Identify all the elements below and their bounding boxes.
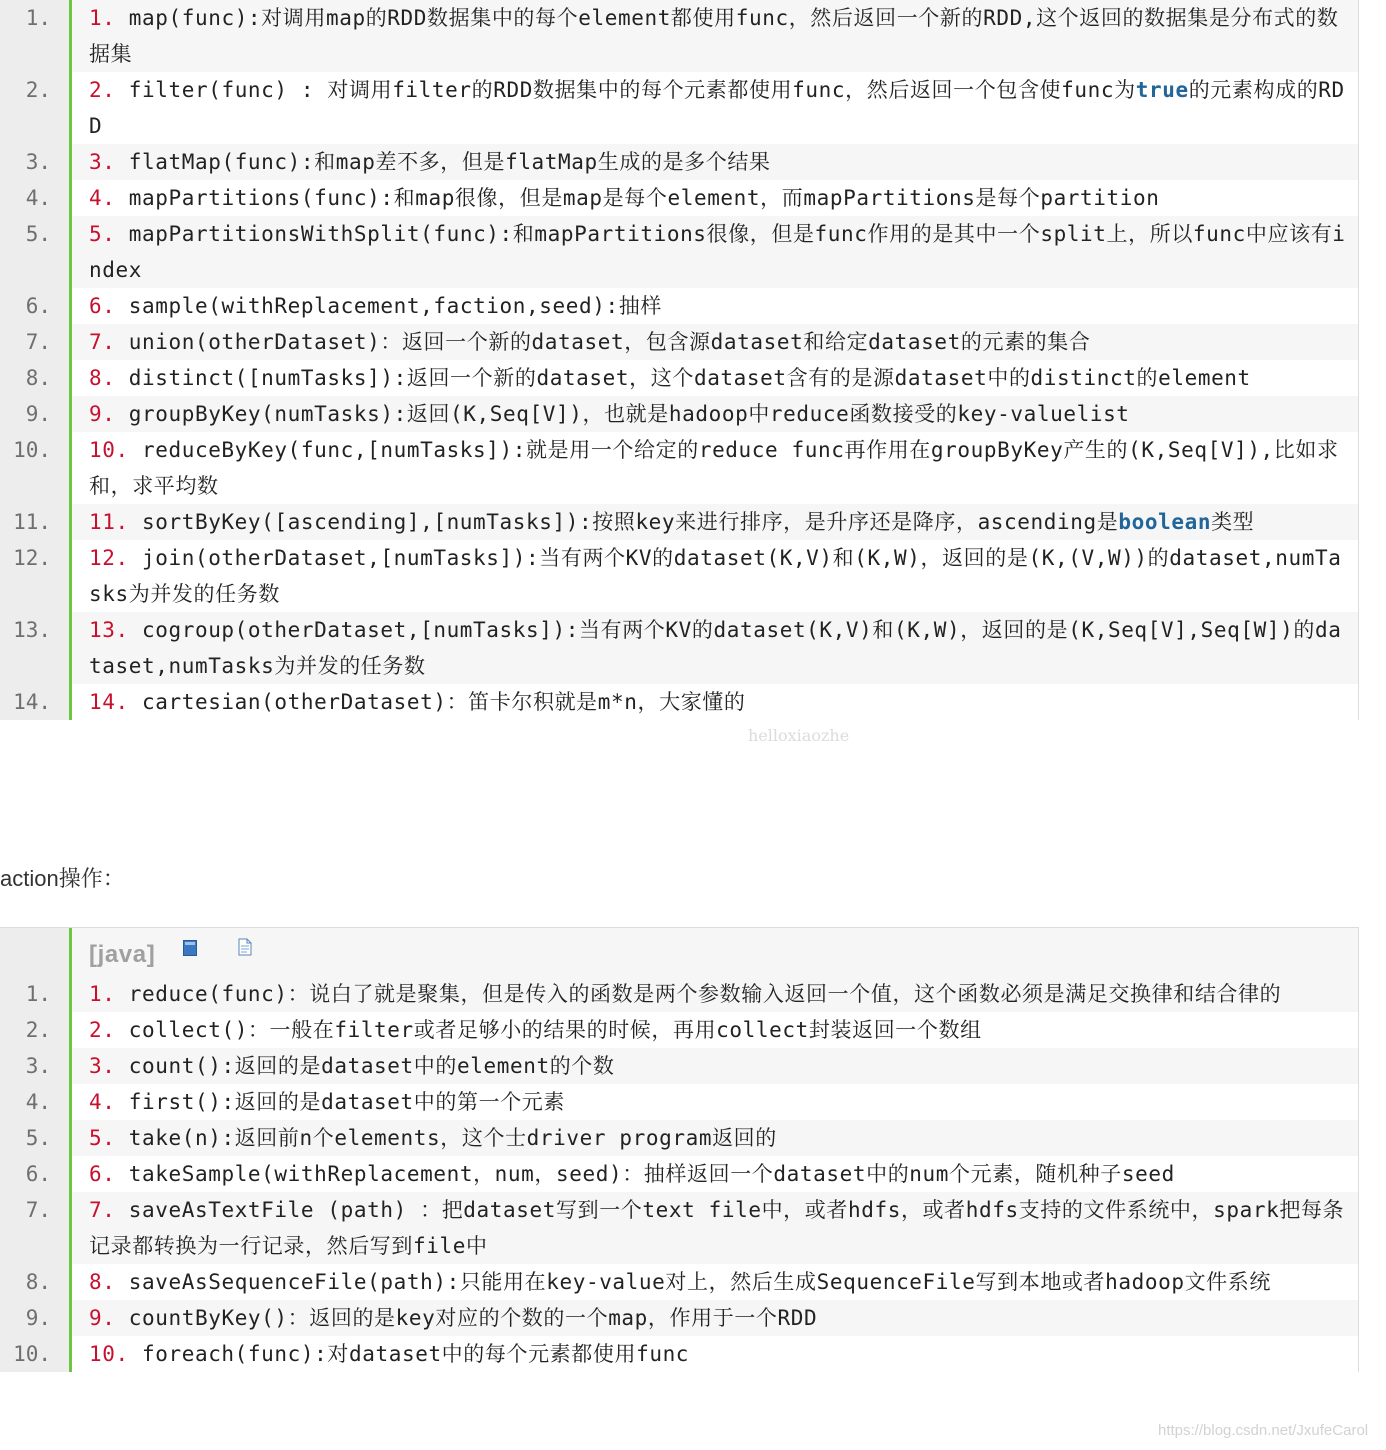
line-text xyxy=(69,360,1358,396)
code-line xyxy=(0,360,1358,396)
code-line xyxy=(0,1156,1358,1192)
item-number: 9. xyxy=(89,1306,116,1330)
item-description: takeSample(withReplacement，num，seed)：抽样返回一个dataset中的num个元素，随机种子seed xyxy=(115,1162,1175,1186)
line-text xyxy=(69,1156,1358,1192)
code-line xyxy=(0,0,1358,72)
line-number: 2. xyxy=(0,1012,69,1048)
item-number: 1. xyxy=(89,6,116,30)
code-line xyxy=(0,1264,1358,1300)
code-line xyxy=(0,976,1358,1012)
line-text xyxy=(69,1336,1358,1372)
line-text xyxy=(69,1264,1358,1300)
item-description: mapPartitions(func):和map很像，但是map是每个element，而mapPartitions是每个partition xyxy=(115,186,1160,210)
line-text xyxy=(69,1120,1358,1156)
item-number: 3. xyxy=(89,150,116,174)
line-text xyxy=(69,504,1358,540)
item-number: 2. xyxy=(89,1018,116,1042)
item-number: 3. xyxy=(89,1054,116,1078)
item-description-tail: 类型 xyxy=(1211,510,1255,534)
line-text xyxy=(69,0,1358,72)
transformations-code-block xyxy=(0,0,1359,720)
item-description: saveAsTextFile (path) ：把dataset写到一个text file中，或者hdfs，或者hdfs支持的文件系统中，spark把每条记录都转换为一行记录，然后写到file中 xyxy=(89,1198,1345,1258)
item-number: 5. xyxy=(89,1126,116,1150)
line-number: 10. xyxy=(0,432,69,504)
item-description: union(otherDataset)：返回一个新的dataset，包含源dataset和给定dataset的元素的集合 xyxy=(115,330,1091,354)
item-number: 11. xyxy=(89,510,129,534)
footer-watermark: https://blog.csdn.net/JxufeCarol xyxy=(1158,1422,1369,1439)
line-number: 9. xyxy=(0,1300,69,1336)
code-line xyxy=(0,396,1358,432)
item-number: 14. xyxy=(89,690,129,714)
code-line xyxy=(0,1192,1358,1264)
toolbar-gutter xyxy=(0,928,69,976)
section-heading: action操作： xyxy=(0,866,125,891)
inline-watermark: helloxiaozhe xyxy=(748,726,850,745)
line-number: 6. xyxy=(0,288,69,324)
item-number: 4. xyxy=(89,1090,116,1114)
line-number: 7. xyxy=(0,324,69,360)
code-line xyxy=(0,1048,1358,1084)
line-text xyxy=(69,1084,1358,1120)
line-number: 13. xyxy=(0,612,69,684)
item-number: 4. xyxy=(89,186,116,210)
item-number: 12. xyxy=(89,546,129,570)
line-text xyxy=(69,72,1358,144)
code-line xyxy=(0,324,1358,360)
line-text xyxy=(69,540,1358,612)
code-line xyxy=(0,144,1358,180)
code-toolbar xyxy=(0,928,1358,976)
item-description: groupByKey(numTasks):返回(K,Seq[V])，也就是hadoop中reduce函数接受的key-valuelist xyxy=(115,402,1130,426)
item-number: 2. xyxy=(89,78,116,102)
item-number: 8. xyxy=(89,1270,116,1294)
item-description: map(func):对调用map的RDD数据集中的每个element都使用func，然后返回一个新的RDD,这个返回的数据集是分布式的数据集 xyxy=(89,6,1339,66)
code-line xyxy=(0,540,1358,612)
item-description: flatMap(func):和map差不多，但是flatMap生成的是多个结果 xyxy=(115,150,771,174)
item-number: 10. xyxy=(89,438,129,462)
line-number: 5. xyxy=(0,1120,69,1156)
item-description: mapPartitionsWithSplit(func):和mapPartitions很像，但是func作用的是其中一个split上，所以func中应该有index xyxy=(89,222,1346,282)
code-line xyxy=(0,684,1358,720)
item-number: 7. xyxy=(89,1198,116,1222)
line-text xyxy=(69,180,1358,216)
keyword: true xyxy=(1135,78,1189,102)
code-line xyxy=(0,288,1358,324)
item-description: cartesian(otherDataset)：笛卡尔积就是m*n，大家懂的 xyxy=(128,690,746,714)
line-text xyxy=(69,1192,1358,1264)
code-line xyxy=(0,1336,1358,1372)
line-text xyxy=(69,976,1358,1012)
code-line xyxy=(0,72,1358,144)
item-description: reduceByKey(func,[numTasks]):就是用一个给定的reduce func再作用在groupByKey产生的(K,Seq[V]),比如求和，求平均数 xyxy=(89,438,1339,498)
item-number: 9. xyxy=(89,402,116,426)
code-line xyxy=(0,1120,1358,1156)
item-description: join(otherDataset,[numTasks]):当有两个KV的dataset(K,V)和(K,W)，返回的是(K,(V,W))的dataset,numTasks为并发的任务数 xyxy=(89,546,1342,606)
line-number: 6. xyxy=(0,1156,69,1192)
item-description: cogroup(otherDataset,[numTasks]):当有两个KV的dataset(K,V)和(K,W)，返回的是(K,Seq[V],Seq[W])的dataset,numTasks为并发的任务数 xyxy=(89,618,1342,678)
item-number: 5. xyxy=(89,222,116,246)
item-number: 6. xyxy=(89,294,116,318)
line-number: 12. xyxy=(0,540,69,612)
item-description: reduce(func)：说白了就是聚集，但是传入的函数是两个参数输入返回一个值，这个函数必须是满足交换律和结合律的 xyxy=(115,982,1282,1006)
line-number: 2. xyxy=(0,72,69,144)
line-number: 14. xyxy=(0,684,69,720)
line-text xyxy=(69,288,1358,324)
line-number: 7. xyxy=(0,1192,69,1264)
actions-lines xyxy=(0,976,1358,1372)
item-description: saveAsSequenceFile(path):只能用在key-value对上，然后生成SequenceFile写到本地或者hadoop文件系统 xyxy=(115,1270,1271,1294)
item-description-tail: 的元素构成的RDD xyxy=(89,78,1345,138)
item-description: count():返回的是dataset中的element的个数 xyxy=(115,1054,615,1078)
code-line xyxy=(0,1012,1358,1048)
line-text xyxy=(69,144,1358,180)
line-number: 8. xyxy=(0,360,69,396)
code-line xyxy=(0,1300,1358,1336)
line-number: 1. xyxy=(0,0,69,72)
line-number: 4. xyxy=(0,1084,69,1120)
item-number: 7. xyxy=(89,330,116,354)
item-number: 13. xyxy=(89,618,129,642)
line-number: 3. xyxy=(0,1048,69,1084)
line-text xyxy=(69,1012,1358,1048)
item-description: foreach(func):对dataset中的每个元素都使用func xyxy=(128,1342,690,1366)
line-number: 1. xyxy=(0,976,69,1012)
code-line xyxy=(0,180,1358,216)
line-text xyxy=(69,216,1358,288)
code-line xyxy=(0,504,1358,540)
item-number: 10. xyxy=(89,1342,129,1366)
code-line xyxy=(0,1084,1358,1120)
line-number: 3. xyxy=(0,144,69,180)
line-text xyxy=(69,324,1358,360)
line-number: 8. xyxy=(0,1264,69,1300)
item-description: distinct([numTasks]):返回一个新的dataset，这个dataset含有的是源dataset中的distinct的element xyxy=(115,366,1251,390)
line-text xyxy=(69,684,1358,720)
item-number: 6. xyxy=(89,1162,116,1186)
copy-icon[interactable] xyxy=(238,925,254,973)
item-description: filter(func) : 对调用filter的RDD数据集中的每个元素都使用func，然后返回一个包含使func为 xyxy=(115,78,1136,102)
line-number: 4. xyxy=(0,180,69,216)
code-line xyxy=(0,216,1358,288)
line-text xyxy=(69,612,1358,684)
toolbar-body xyxy=(69,928,1358,976)
line-number: 5. xyxy=(0,216,69,288)
item-description: countByKey()：返回的是key对应的个数的一个map，作用于一个RDD xyxy=(115,1306,818,1330)
line-number: 11. xyxy=(0,504,69,540)
item-number: 8. xyxy=(89,366,116,390)
line-text xyxy=(69,1048,1358,1084)
line-text xyxy=(69,396,1358,432)
code-line xyxy=(0,612,1358,684)
item-number: 1. xyxy=(89,982,116,1006)
item-description: collect()：一般在filter或者足够小的结果的时候，再用collect封装返回一个数组 xyxy=(115,1018,982,1042)
actions-code-block xyxy=(0,927,1359,1372)
item-description: first():返回的是dataset中的第一个元素 xyxy=(115,1090,565,1114)
code-line xyxy=(0,432,1358,504)
item-description: sample(withReplacement,faction,seed):抽样 xyxy=(115,294,662,318)
line-text xyxy=(69,1300,1358,1336)
language-label: [java] xyxy=(89,941,156,968)
keyword: boolean xyxy=(1118,510,1212,534)
view-source-icon[interactable] xyxy=(183,925,197,973)
line-number: 9. xyxy=(0,396,69,432)
item-description: take(n):返回前n个elements，这个士driver program返回的 xyxy=(115,1126,777,1150)
line-text xyxy=(69,432,1358,504)
item-description: sortByKey([ascending],[numTasks]):按照key来进行排序，是升序还是降序，ascending是 xyxy=(128,510,1119,534)
line-number: 10. xyxy=(0,1336,69,1372)
